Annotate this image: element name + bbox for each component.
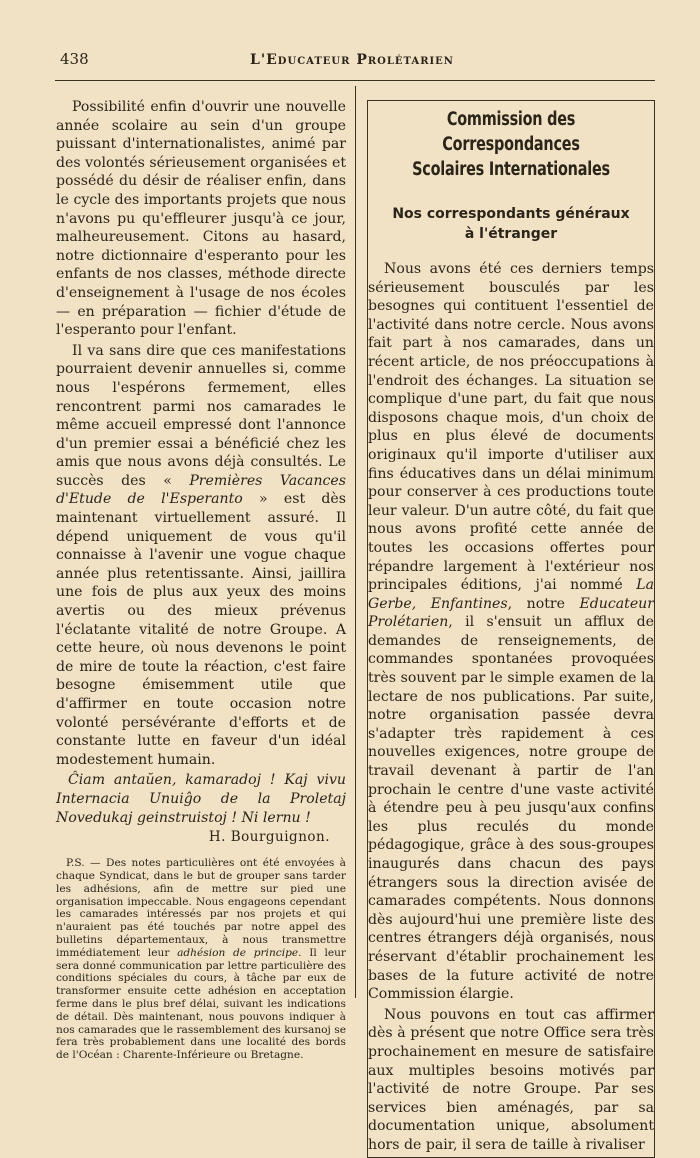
signature: H. Bourguignon.	[208, 829, 330, 846]
page-number: 438	[60, 50, 89, 68]
column-divider	[355, 86, 356, 998]
course-title: Premières Vacances d'Etude de l'Esperanto	[56, 472, 346, 508]
right-column	[367, 100, 655, 1158]
esperanto-closing: Ĉiam antaŭen, kamaradoj ! Kaj vivu Internacia Unuiĝo de la Proletaj Novedukaj geinstruistoj ! Ni lernu !	[56, 772, 346, 826]
right-paragraph-2: Nous pouvons en tout cas affirmer dès à présent que notre Office sera très prochainement en mesure de satisfaire aux multiples besoins motivés par l'activité de notre Groupe. Par ses services bien aménagés, par sa documentation unique, absolument hors de pair, il sera de taille à rivaliser	[368, 1006, 654, 1153]
postscript: P.S. — Des notes particulières ont été envoyées à chaque Syndicat, dans le but de grouper sans tarder les adhésions, afin de mettre sur pied une organisation impeccable. Nous engageons cependant les camarades intéressés par nos projets et qui n'auraient pas été touchés par notre appel des bulletins départementaux, à nous transmettre immédiatement leur adhésion de principe. Il leur sera donné communication par lettre particulière des conditions spéciales du cours, à tâche par eux de transformer ensuite cette adhésion en acceptation ferme dans le plus bref délai, suivant les indications de détail. Dès maintenant, nous pouvons indiquer à nos camarades que le rassemblement des kursanoj se fera très probablement dans une localité des bords de l'Océan : Charente-Inférieure ou Bretagne.	[56, 857, 346, 1062]
left-paragraph-1: Possibilité enfin d'ouvrir une nouvelle année scolaire au sein d'un groupe puissant d'internationalistes, animé par des volontés sérieusement organisées et possédé du désir de réaliser enfin, dans le cycle des importants projets que nous n'avons pu qu'effleurer jusqu'à ce jour, malheureusement. Citons au hasard, notre dictionnaire d'esperanto pour les enfants de nos classes, méthode directe d'enseignement à l'usage de nos écoles — en préparation — fichier d'étude de l'esperanto pour l'enfant.	[56, 99, 346, 339]
commission-title-line-2: Scolaires Internationales	[412, 159, 610, 180]
commission-box	[367, 100, 655, 1158]
right-paragraph-1: Nous avons été ces derniers temps sérieusement bousculés par les besognes qui contituent l'essentiel de l'activité dans notre cercle. Nous avons fait part à nos camarades, dans un récent article, de nos préoccupations à l'endroit des échanges. La situation se complique d'une part, du fait que nous disposons chaque mois, d'un choix de plus en plus élevé de documents originaux qu'il importe d'utiliser aux fins éducatives dans un délai minimum pour conserver à ces productions toute leur valeur. D'un autre côté, du fait que nous avons profité cette année de toutes les occasions offertes pour répandre largement à l'extérieur nos principales éditions, j'ai nommé La Gerbe, Enfantines, notre Educateur Prolétarien, il s'ensuit un afflux de demandes de renseignements, de commandes spontanées provoquées très souvent par le simple examen de la lectare de nos publications. Par suite, notre organisation passée devra s'adapter très rapidement à ces nouvelles exigences, notre groupe de travail devenant à partir de l'an prochain le centre d'une vaste activité à étendre peu à peu jusqu'aux confins les plus reculés du monde pédagogique, grâce à des sous-groupes inaugurés dans chacun des pays étrangers sous la direction avisée de camarades compétents. Nous donnons dès aujourd'hui une première liste des centres étrangers déjà organisés, nous réservant d'établir prochainement les bases de la future activité de notre Commission élargie.	[368, 261, 654, 1003]
left-paragraph-2: Il va sans dire que ces manifestations pourraient devenir annuelles si, comme nous l'espérons fermement, elles rencontrent parmi nos camarades le même accueil empressé dont l'annonce d'un premier essai a bénéficié chez les amis que nous avons déjà consultés. Le succès des « Premières Vacances d'Etude de l'Esperanto » est dès maintenant virtuellement assuré. Il dépend uniquement de vous qu'il connaisse à l'avenir une vogue chaque année plus retentissante. Ainsi, jaillira une fois de plus aux yeux des moins avertis ou des mieux prévenus l'éclatante vitalité de notre Groupe. A cette heure, où nous devenons le point de mire de toute la réaction, c'est faire besogne émisemment utile que d'affirmer en toute occasion notre volonté persévérante d'efforts et de constante lutte en faveur d'un idéal modestement humain.	[56, 342, 346, 768]
section-subheading: Nos correspondants généraux à l'étranger	[392, 206, 630, 242]
left-column	[56, 98, 346, 1062]
running-title: L'Educateur Prolétarien	[250, 52, 454, 68]
header-rule	[55, 80, 655, 81]
page-header	[60, 50, 655, 72]
commission-title-line-1: Commission des Correspondances	[442, 109, 580, 155]
